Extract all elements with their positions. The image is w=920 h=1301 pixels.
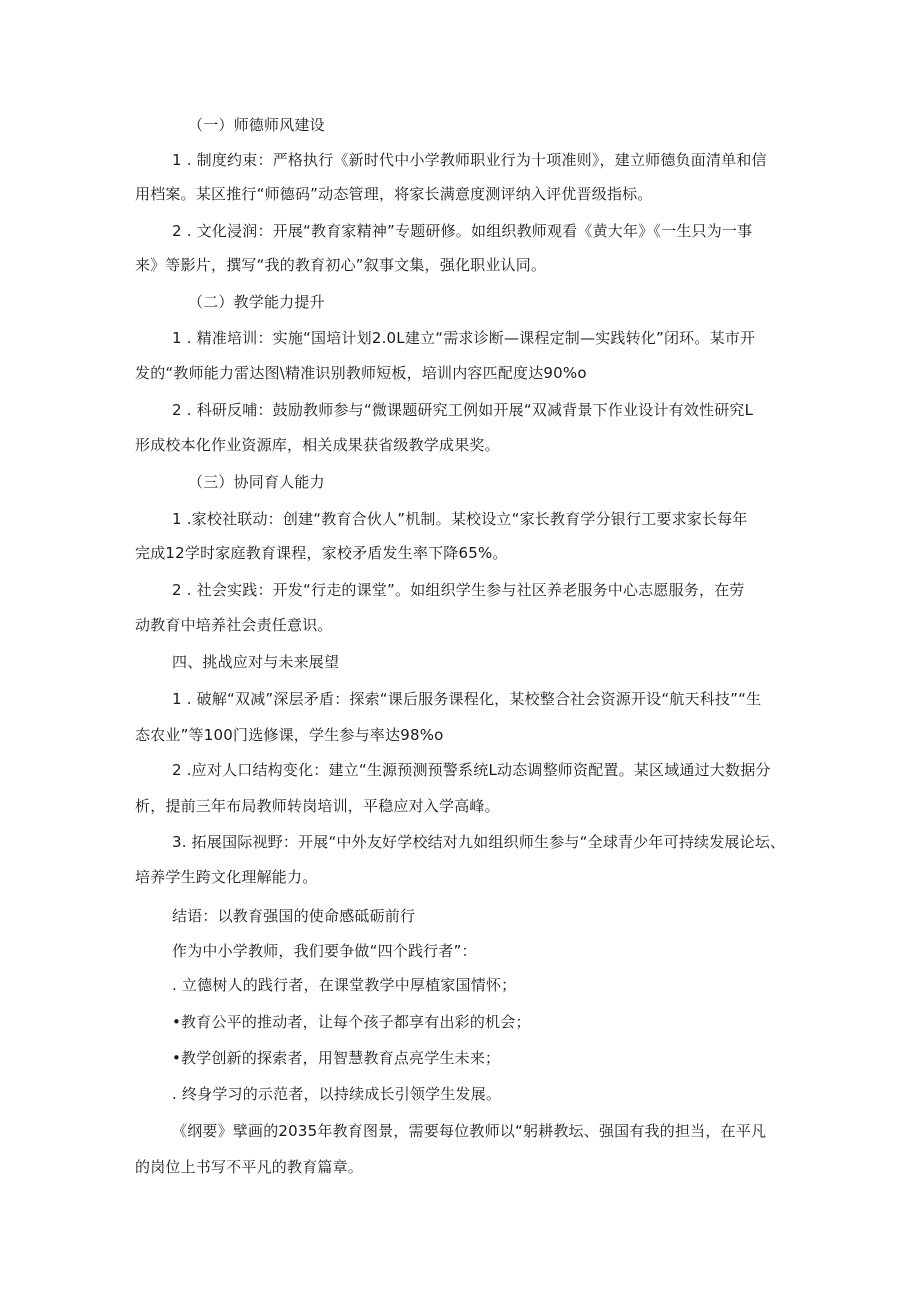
paragraph-line: 1 . 精准培训：实施“国培计划2.0L建立“需求诊断—课程定制—实践转化”闭环。某市开 <box>172 329 756 347</box>
section-heading-challenges: 四、挑战应对与未来展望 <box>172 653 340 671</box>
list-item: •教育公平的推动者，让每个孩子都享有出彩的机会； <box>172 1013 531 1031</box>
conclusion-intro: 作为中小学教师，我们要争做“四个践行者”： <box>172 942 477 960</box>
list-item: . 终身学习的示范者，以持续成长引领学生发展。 <box>172 1085 502 1103</box>
paragraph-line: 发的“教师能力雷达图\精准识别教师短板，培训内容匹配度达90%o <box>135 364 587 382</box>
closing-paragraph-line: 《纲要》擘画的2035年教育图景，需要每位教师以“躬耕教坛、强国有我的担当，在平凡 <box>172 1122 767 1140</box>
subsection-heading-teaching: （二）教学能力提升 <box>188 293 325 311</box>
paragraph-line: 用档案。某区推行“师德码”动态管理，将家长满意度测评纳入评优晋级指标。 <box>135 185 653 203</box>
paragraph-line: 2 . 科研反哺：鼓励教师参与“微课题研究工例如开展“双减背景下作业设计有效性研究L <box>172 401 754 419</box>
paragraph-line: 培养学生跨文化理解能力。 <box>135 868 318 886</box>
list-item: •教学创新的探索者，用智慧教育点亮学生未来； <box>172 1049 501 1067</box>
paragraph-line: 来》等影片，撰写“我的教育初心”叙事文集，强化职业认同。 <box>135 256 547 274</box>
list-item: . 立德树人的践行者，在课堂教学中厚植家国情怀； <box>172 976 517 994</box>
paragraph-line: 2 . 文化浸润：开展“教育家精神”专题研修。如组织教师观看《黄大年》《一生只为一事 <box>172 222 753 240</box>
closing-paragraph-line: 的岗位上书写不平凡的教育篇章。 <box>135 1158 364 1176</box>
paragraph-line: 2 . 社会实践：开发“行走的课堂”。如组织学生参与社区养老服务中心志愿服务，在劳 <box>172 581 745 599</box>
paragraph-line: 动教育中培养社会责任意识。 <box>135 616 333 634</box>
subsection-heading-collab: （三）协同育人能力 <box>188 473 325 491</box>
paragraph-line: 1 .家校社联动：创建“教育合伙人”机制。某校设立“家长教育学分银行工要求家长每年 <box>172 510 748 528</box>
paragraph-line: 形成校本化作业资源库，相关成果获省级教学成果奖。 <box>135 436 500 454</box>
paragraph-line: 析，提前三年布局教师转岗培训，平稳应对入学高峰。 <box>135 797 500 815</box>
subsection-heading-ethics: （一）师德师风建设 <box>188 116 325 134</box>
paragraph-line: 完成12学时家庭教育课程，家校矛盾发生率下降65%。 <box>135 544 508 562</box>
paragraph-line: 1 . 制度约束：严格执行《新时代中小学教师职业行为十项准则》，建立师德负面清单和信 <box>172 151 767 169</box>
conclusion-heading: 结语：以教育强国的使命感砥砺前行 <box>172 907 416 925</box>
paragraph-line: 2 .应对人口结构变化：建立“生源预测预警系统L动态调整师资配置。某区域通过大数据分 <box>172 761 771 779</box>
paragraph-line: 态农业”等100门选修课，学生参与率达98%o <box>135 726 444 744</box>
paragraph-line: 3. 拓展国际视野：开展“中外友好学校结对九如组织师生参与“全球青少年可持续发展论坛、 <box>172 833 786 851</box>
paragraph-line: 1 . 破解“双减”深层矛盾：探索“课后服务课程化，某校整合社会资源开设“航天科技”“生 <box>172 690 762 708</box>
